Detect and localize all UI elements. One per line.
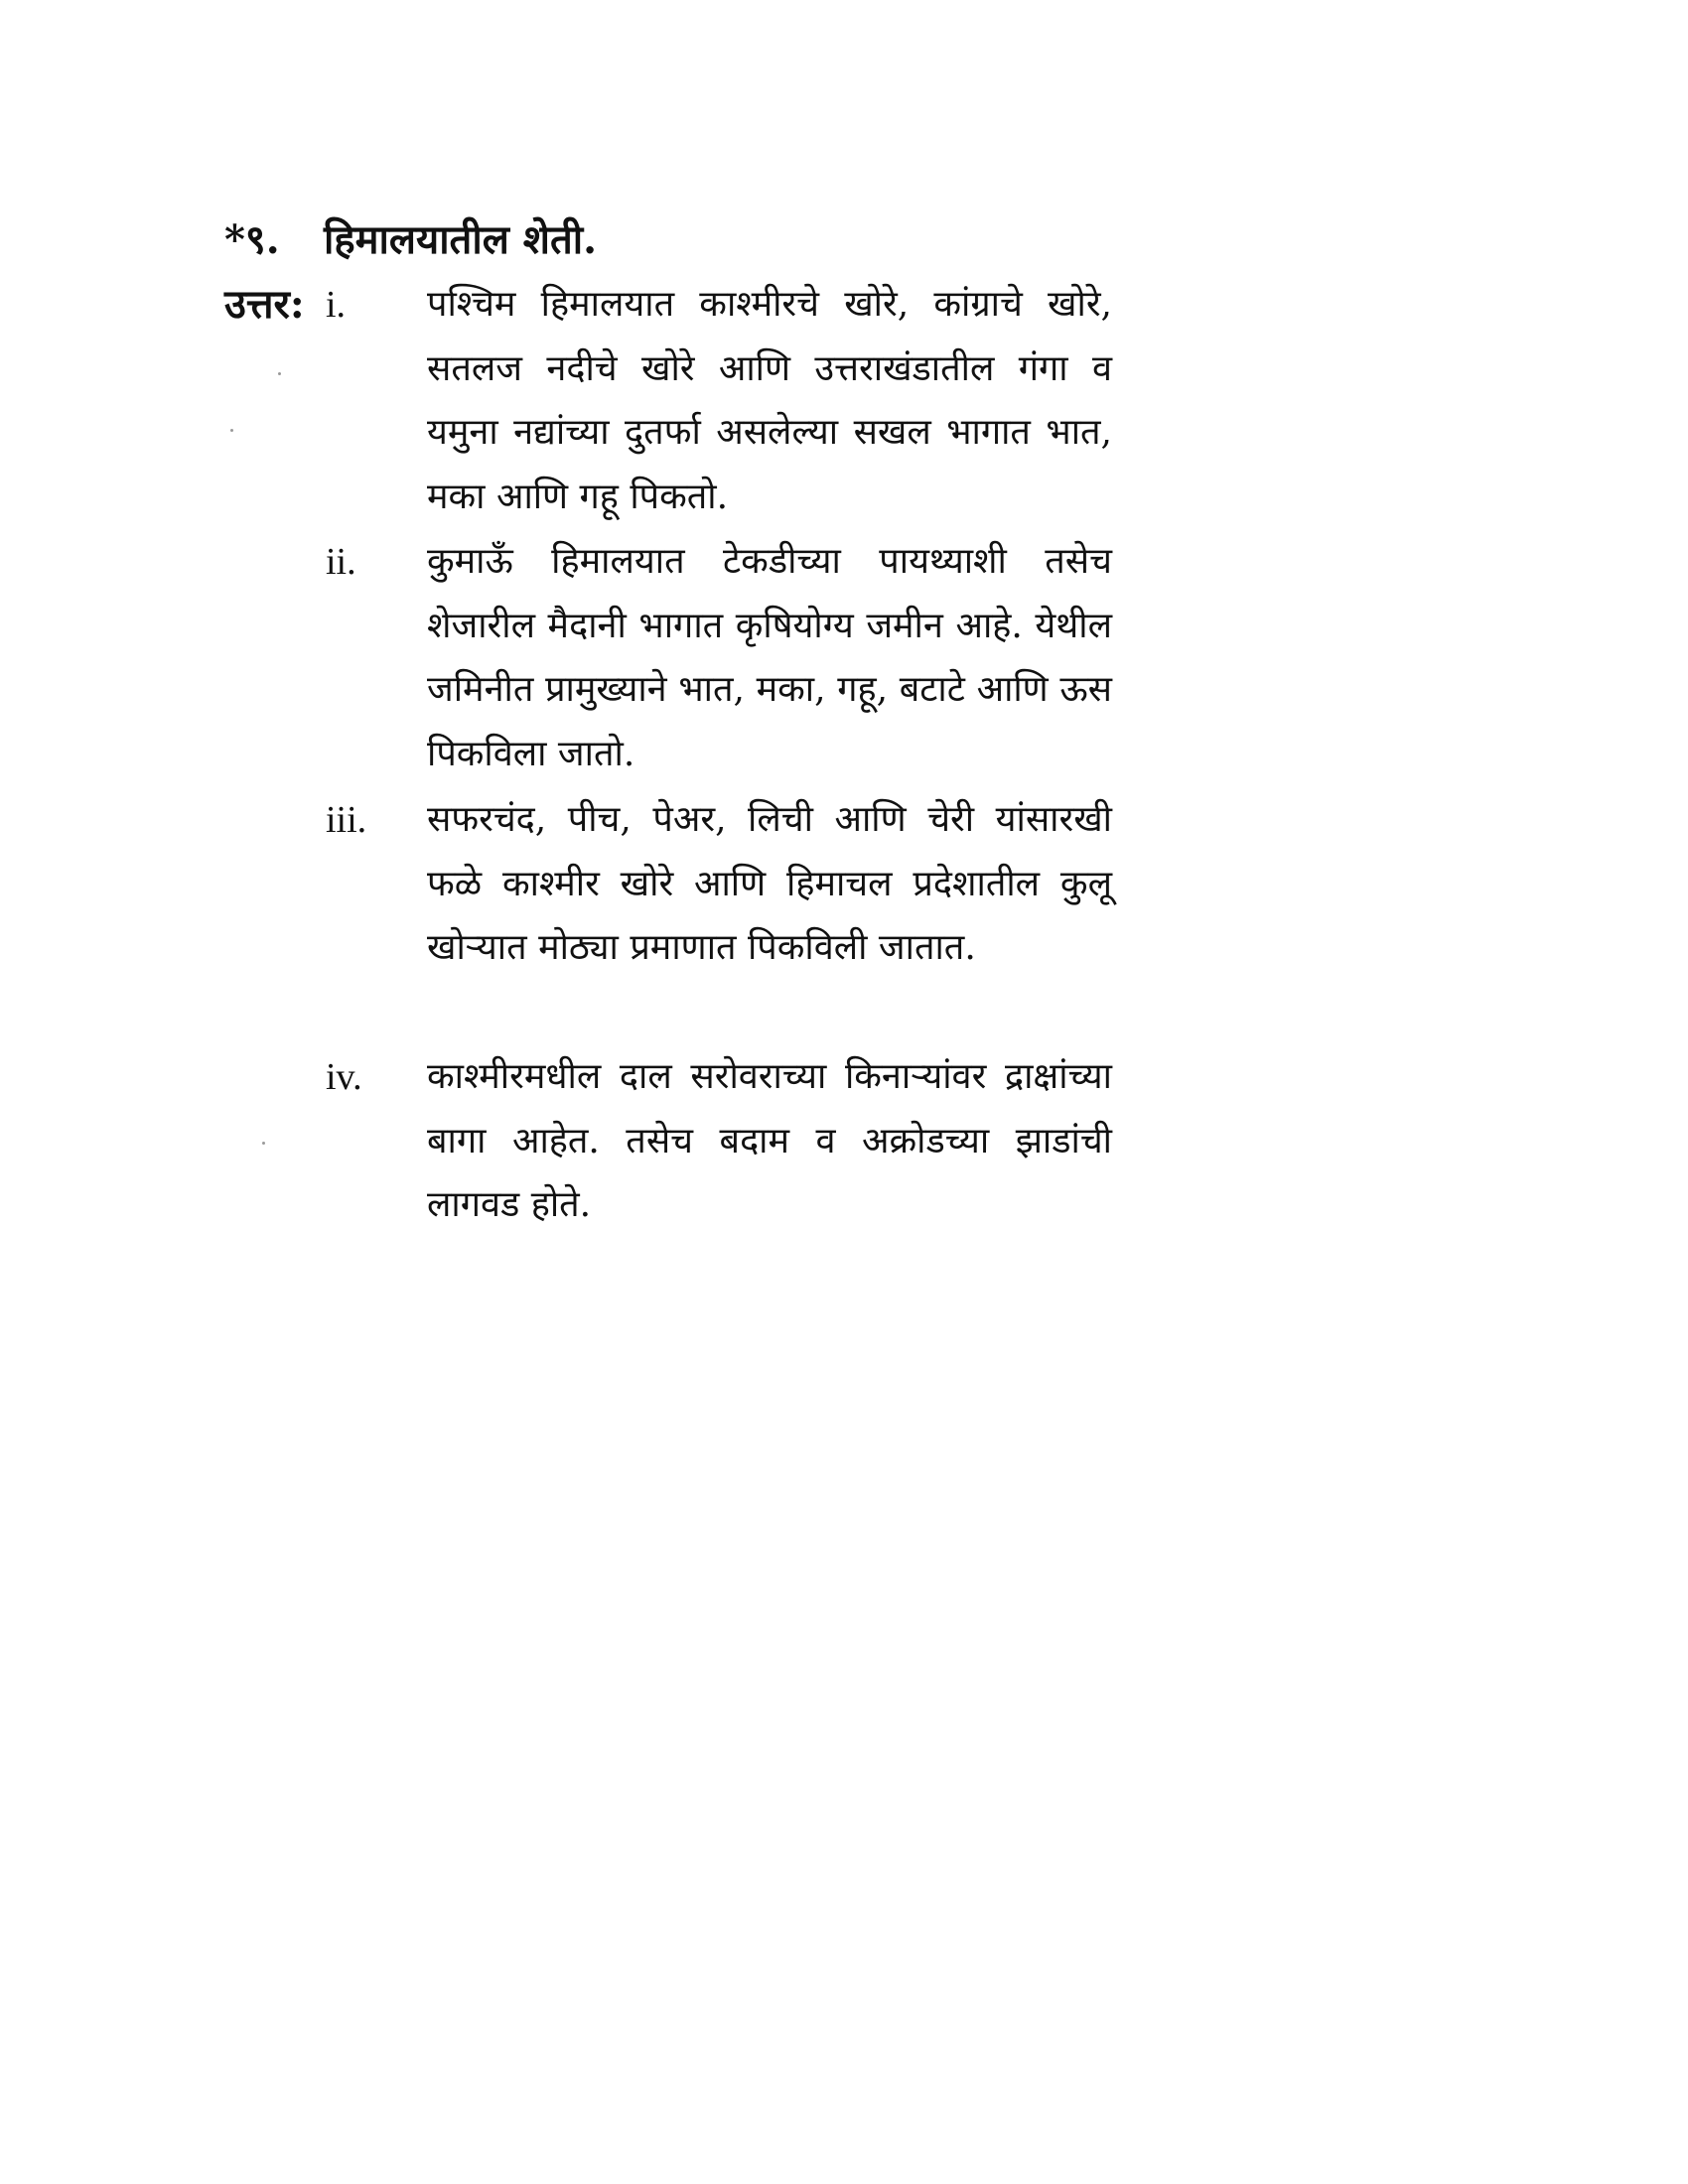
point-numeral: iii. [326,799,367,841]
scan-speck [262,1142,265,1145]
point-numeral: iv. [326,1056,362,1098]
answer-point-text: सफरचंद, पीच, पेअर, लिची आणि चेरी यांसारखी फळे काश्मीर खोरे आणि हिमाचल प्रदेशातील कुलू खोऱ्यात मोठ्या प्रमाणात पिकविली जातात. [427,799,1112,968]
point-numeral: ii. [326,541,356,583]
answer-point-text: कुमाऊँ हिमालयात टेकडीच्या पायथ्याशी तसेच शेजारील मैदानी भागात कृषियोग्य जमीन आहे. येथील जमिनीत प्रामुख्याने भात, मका, गहू, बटाटे आणि ऊस पिकविला जातो. [427,541,1112,774]
answer-label: उत्तर: [224,281,305,328]
scan-speck [278,372,281,375]
point-numeral: i. [326,284,347,326]
answer-point-text: काश्मीरमधील दाल सरोवराच्या किनाऱ्यांवर द्राक्षांच्या बागा आहेत. तसेच बदाम व अक्रोडच्या झाडांची लागवड होते. [427,1056,1112,1225]
question-number: *९. [224,216,280,263]
scan-speck [230,429,233,432]
question-heading [224,210,597,270]
answer-point-text: पश्चिम हिमालयात काश्मीरचे खोरे, कांग्राचे खोरे, सतलज नदीचे खोरे आणि उत्तराखंडातील गंगा व यमुना नद्यांच्या दुतर्फा असलेल्या सखल भागात भात, मका आणि गहू पिकतो. [427,284,1112,517]
question-title: हिमालयातील शेती. [324,216,598,263]
